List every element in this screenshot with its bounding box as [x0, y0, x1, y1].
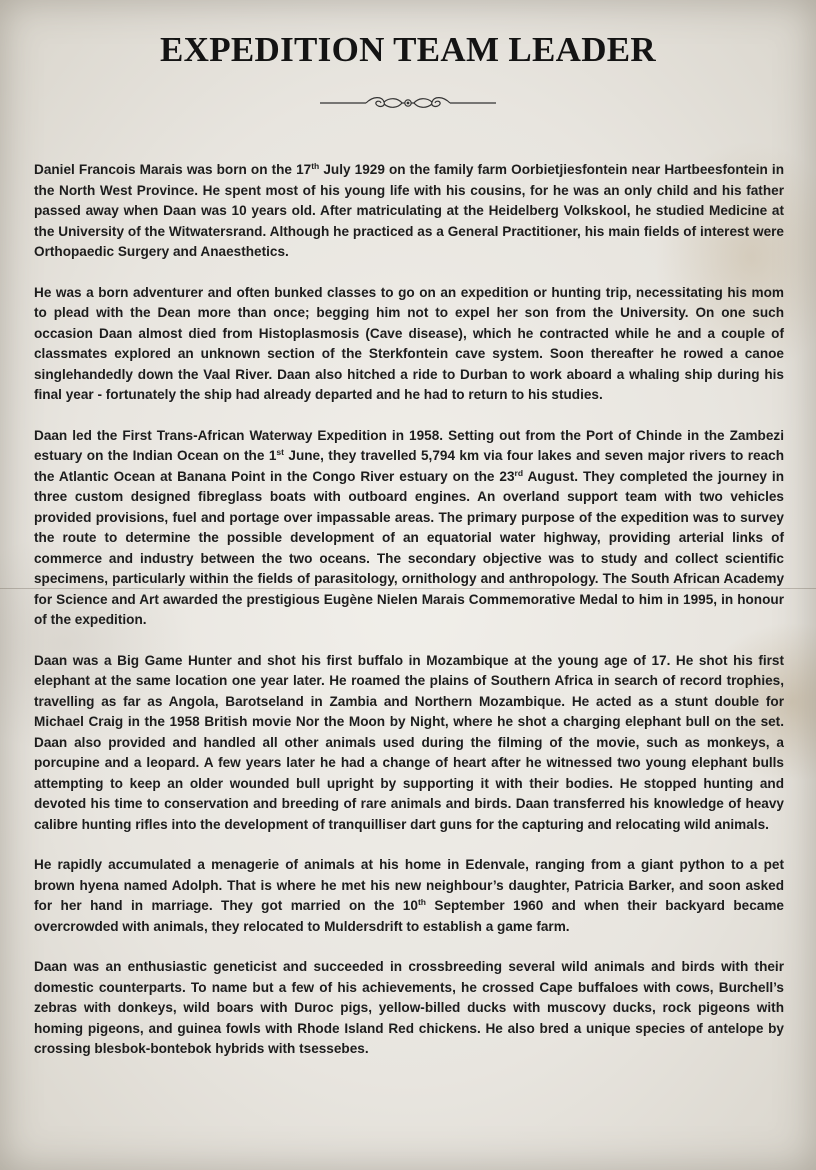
- paragraph: [34, 283, 784, 406]
- page-title: EXPEDITION TEAM LEADER: [159, 30, 657, 69]
- paragraph-text: July 1929 on the family farm Oorbietjiesfontein near Hartbeesfontein in the North West Province. He spent most of his young life with his cousins, for he was an only child and his father passed away when Daan was 10 years old. After matriculating at the Heidelberg Volkskool, he studied Medicine at the University of the Witwatersrand. Although he practiced as a General Practitioner, his main fields of interest were Orthopaedic Surgery and Anaesthetics.: [34, 162, 784, 259]
- paragraph-text: September 1960 and when their backyard became overcrowded with animals, they relocated to Muldersdrift to establish a game farm.: [34, 898, 784, 934]
- paragraph-text: Daniel Francois Marais was born on the 17: [34, 162, 312, 177]
- paragraph-text: He rapidly accumulated a menagerie of animals at his home in Edenvale, ranging from a giant python to a pet brown hyena named Adolph. That is where he met his new neighbour’s daughter, Patricia Barker, and soon asked for her hand in marriage. They got married on the 10: [34, 857, 784, 913]
- body-text: [34, 160, 784, 1080]
- paragraph: [34, 957, 784, 1060]
- paragraph-text: Daan led the First Trans-African Waterway Expedition in 1958. Setting out from the Port of Chinde in the Zambezi estuary on the Indian Ocean on the 1: [34, 427, 784, 463]
- paper-crease: [0, 588, 816, 589]
- ordinal-suffix: rd: [514, 467, 524, 478]
- paragraph-text: August. They completed the journey in three custom designed fibreglass boats with outboard engines. An overland support team with two vehicles provided provisions, fuel and portage over impassable areas. The primary purpose of the expedition was to survey the route to determine the possible development of an equatorial water highway, providing arterial links of commerce and industry between the two oceans. The secondary objective was to study and collect scientific specimens, particularly within the fields of parasitology, ornithology and anthropology. The South African Academy for Science and Art awarded the prestigious Eugène Nielen Marais Commemorative Medal to him in 1995, in honour of the expedition.: [34, 468, 784, 627]
- flourish-divider-icon: [318, 93, 498, 113]
- paragraph-text: June, they travelled 5,794 km via four lakes and seven major rivers to reach the Atlantic Ocean at Banana Point in the Congo River estuary on the 23: [34, 448, 785, 484]
- paragraph-text: Daan was a Big Game Hunter and shot his first buffalo in Mozambique at the young age of 17. He shot his first elephant at the same location one year later. He roamed the plains of Southern Africa in search of record trophies, travelling as far as Angola, Barotseland in Zambia and Northern Mozambique. He acted as a stunt double for Michael Craig in the 1958 British movie Nor the Moon by Night, where he shot a charging elephant bull on the set. Daan also provided and handled all other animals used during the filming of the movie, such as monkeys, a porcupine and a leopard. A few years later he had a change of heart after he witnessed two young elephant bulls attempting to keep an older wounded bull upright by supporting it with their bodies. He stopped hunting and devoted his time to conservation and breeding of rare animals and birds. Daan transferred his knowledge of heavy calibre hunting rifles into the development of tranquilliser dart guns for the capturing and relocating wild animals.: [34, 652, 784, 832]
- ordinal-suffix: st: [276, 447, 284, 457]
- paragraph: [34, 651, 784, 836]
- paragraph: [34, 855, 784, 937]
- paragraph: [34, 160, 784, 263]
- ordinal-suffix: th: [311, 161, 320, 171]
- paragraph-text: Daan was an enthusiastic geneticist and succeeded in crossbreeding several wild animals and birds with their domestic counterparts. To name but a few of his achievements, he crossed Cape buffaloes with cows, Burchell’s zebras with donkeys, wild boars with Duroc pigs, yellow-billed ducks with muscovy ducks, rock pigeons with homing pigeons, and guinea fowls with Rhode Island Red chickens. He also bred a unique species of antelope by crossing blesbok-bontebok hybrids with tsessebes.: [34, 959, 784, 1056]
- ordinal-suffix: th: [417, 897, 426, 907]
- paragraph: [34, 426, 784, 631]
- paragraph-text: He was a born adventurer and often bunked classes to go on an expedition or hunting trip, necessitating his mom to plead with the Dean more than once; begging him not to expel her son from the University. On one such occasion Daan almost died from Histoplasmosis (Cave disease), which he contracted while he and a couple of classmates explored an unknown section of the Sterkfontein cave system. Soon thereafter he rowed a canoe singlehandedly down the Vaal River. Daan also hitched a ride to Durban to work aboard a whaling ship during his final year - fortunately the ship had already departed and he had to return to his studies.: [34, 284, 784, 402]
